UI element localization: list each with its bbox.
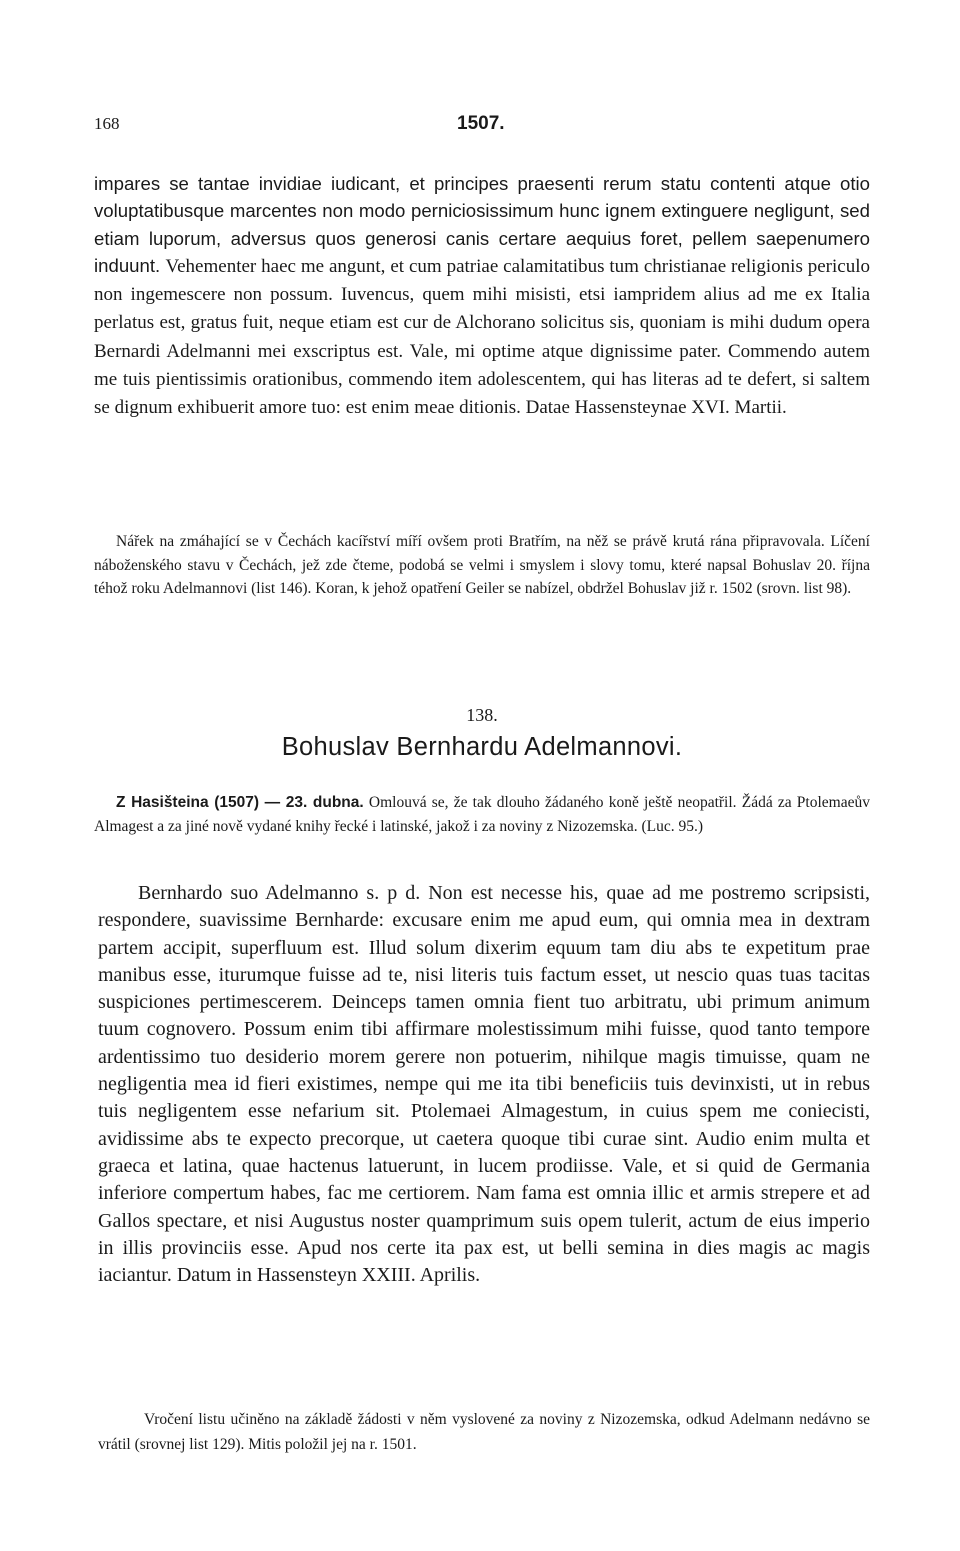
previous-letter-text xyxy=(94,170,870,422)
editorial-note-2-text: Vročení listu učiněno na základě žádosti v něm vyslovené za noviny z Nizozemska, odkud Adelmann nedávno se vrátil (srovnej list 129). Mitis položil jej na r. 1501. xyxy=(98,1411,870,1453)
running-head xyxy=(94,114,870,136)
letter-body-text: Bernhardo suo Adelmanno s. p d. Non est necesse his, quae ad me postremo scripsisti, respondere, suavissime Bernharde: excusare enim me apud eum, qui omnia mea in dextram partem accipit, superfluum est. Illud solum dixerim equum tam diu abs te expetitum prae manibus esse, iturumque fuisse ad te, nisi literis tuis factum esset, ut nescio quas tuas tacitas suspiciones pertimescerem. Deinceps tamen omnia fient tuo arbitratu, ubi primum animum tuum cognovero. Possum enim tibi affirmare molestissimum mihi fuisse, quod tanto tempore ardentissimo tuo desiderio morem gerere non potuerim, nihilque magis timuisse, quam ne negligentia mea id fieri existimes, nempe qui me ita tibi beneficiis tuis devinxisti, ut in rebus tuis negligentem esse nefarium sit. Ptolemaei Almagestum, in cuius spem me coniecisti, avidissime abs te expecto precorque, ut caetera quoque tibi curae sint. Audio enim multa et graeca et latina, quae hactenus latuerunt, in lucem prodiisse. Vale, et si quid de Germania inferiore compertum habes, fac me certiorem. Nam fama est omnia illic et armis strepere et ad Gallos spectare, et nisi Augustus noster quamprimum suis opem tulerit, actum de eius imperio in illis provinciis esse. Apud nos certe ita pax est, ut belli semina in dies magis ac magis iaciantur. Datum in Hassensteyn XXIII. Aprilis. xyxy=(98,882,870,1287)
year-heading: 1507. xyxy=(457,113,505,134)
previous-letter-text-serif: Vehementer haec me angunt, et cum patriae calamitatibus tum christianae religionis periculo non ingemescere non possum. Iuvencus, quem mihi misisti, etsi iampridem alius ad me ex Italia perlatus est, gratus fuit, neque etiam est cur de Alchorano solicitus sis, quoniam is mihi dudum opera Bernardi Adelmanni mei exscriptus est. Vale, mi optime atque dignissime pater. Commendo autem me tuis pientissimis orationibus, commendo item adolescentem, qui has literas ad te defert, si saltem se dignum exhibuerit amore tuo: est enim meae ditionis. Datae Hassensteynae XVI. Martii. xyxy=(94,255,870,419)
page-number: 168 xyxy=(94,114,120,133)
letter-body xyxy=(98,880,870,1289)
letter-title: Bohuslav Bernhardu Adelmannovi. xyxy=(281,733,683,761)
previous-letter-text-sans: impares se tantae invidiae iudicant, et principes praesenti rerum statu contenti atque otio voluptatibusque marcentes non modo perniciosissimum hunc ignem extinguere negligunt, sed etiam luporum, adversus quos generosi canis certare aequius foret, pellem saepenumero induunt. xyxy=(94,173,870,276)
previous-letter-paragraph xyxy=(94,170,870,422)
editorial-note-1-text: Nářek na zmáhající se v Čechách kacířství míří ovšem proti Bratřím, na něž se právě krutá rána připravovala. Líčení náboženského stavu v Čechách, jež zde čteme, podobá se velmi i smyslem i slovy tomu, které napsal Bohuslav 20. října téhož roku Adelmannovi (list 146). Koran, k jehož opatření Geiler se nabízel, obdržel Bohuslav již r. 1502 (srovn. list 98). xyxy=(94,533,870,598)
editorial-note-2 xyxy=(98,1408,870,1457)
editorial-note-1 xyxy=(94,530,870,601)
regest-paragraph xyxy=(94,791,870,840)
regest-text: Omlouvá se, že tak dlouho žádaného koně ještě neopatřil. Žádá za Ptolemaeův Almagest a za jiné nově vydané knihy řecké i latinské, jakož i za noviny z Nizozemska. (Luc. 95.) xyxy=(94,794,870,836)
place-date: Z Hasišteina (1507) — 23. dubna. xyxy=(116,794,364,811)
letter-number: 138. xyxy=(466,705,498,725)
letter-regest xyxy=(94,791,870,840)
